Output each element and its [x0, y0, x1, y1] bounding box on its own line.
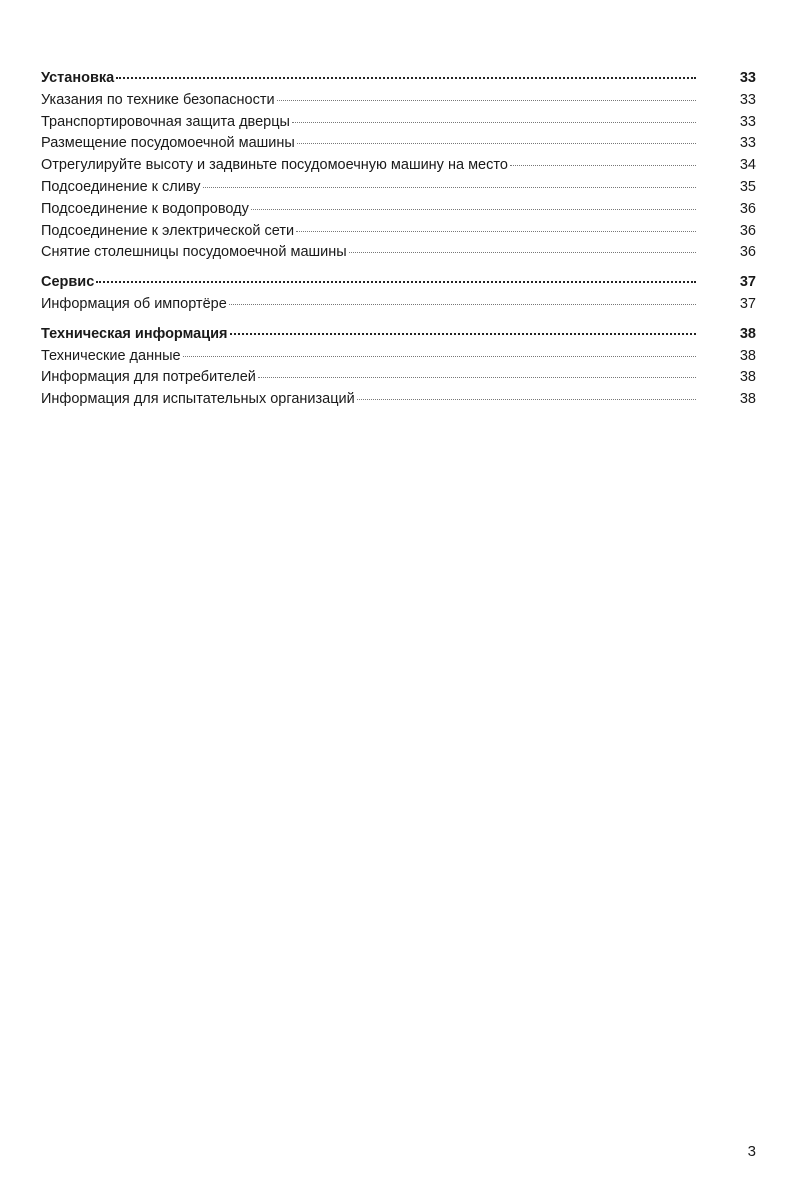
toc-entry[interactable] — [41, 294, 756, 316]
dot-leader — [96, 280, 696, 283]
toc-entry-page: 33 — [739, 91, 756, 108]
toc-entry[interactable] — [41, 242, 756, 264]
toc-entry[interactable] — [41, 177, 756, 199]
toc-entry-page: 33 — [739, 113, 756, 130]
dot-leader — [116, 76, 696, 79]
toc-entry-page: 35 — [739, 178, 756, 195]
toc-entry-title: Информация для потребителей — [41, 369, 256, 386]
toc-entry-title: Снятие столешницы посудомоечной машины — [41, 244, 347, 261]
toc-entry-page: 34 — [739, 157, 756, 174]
dot-leader — [357, 398, 696, 400]
dot-leader — [297, 142, 696, 144]
page-number: 3 — [747, 1143, 756, 1160]
toc-entry[interactable] — [41, 155, 756, 177]
toc-entry-title: Подсоединение к сливу — [41, 178, 201, 195]
dot-leader — [349, 251, 696, 253]
toc-entry-page: 38 — [739, 391, 756, 408]
dot-leader — [203, 186, 697, 188]
toc-entry[interactable] — [41, 199, 756, 221]
toc-section-service — [41, 272, 756, 316]
toc-entry[interactable] — [41, 389, 756, 411]
toc-entry[interactable] — [41, 112, 756, 134]
toc-entry-page: 38 — [739, 347, 756, 364]
toc-entry-title: Размещение посудомоечной машины — [41, 135, 295, 152]
dot-leader — [292, 121, 696, 123]
dot-leader — [251, 208, 696, 210]
dot-leader — [183, 355, 696, 357]
toc-entry[interactable] — [41, 221, 756, 243]
toc-heading-title: Сервис — [41, 274, 95, 291]
toc-entry-page: 36 — [739, 200, 756, 217]
toc-entry-page: 38 — [739, 369, 756, 386]
toc-entry-title: Информация об импортёре — [41, 295, 227, 312]
dot-leader — [258, 376, 696, 378]
toc-entry-title: Подсоединение к электрической сети — [41, 222, 295, 239]
toc-entry[interactable] — [41, 346, 756, 368]
toc-heading-page: 33 — [739, 70, 756, 86]
dot-leader — [296, 230, 696, 232]
toc-entry-title: Транспортировочная защита дверцы — [41, 113, 290, 130]
table-of-contents — [41, 68, 756, 419]
toc-entry-title: Указания по технике безопасности — [41, 91, 275, 108]
toc-entry[interactable] — [41, 90, 756, 112]
dot-leader — [277, 99, 696, 101]
toc-heading[interactable] — [41, 324, 756, 346]
toc-section-technical-info — [41, 324, 756, 411]
toc-entry[interactable] — [41, 133, 756, 155]
toc-entry-title: Подсоединение к водопроводу — [41, 200, 249, 217]
toc-heading[interactable] — [41, 68, 756, 90]
toc-entry-title: Отрегулируйте высоту и задвиньте посудомоечную машину на место — [41, 157, 508, 174]
toc-heading-title: Техническая информация — [41, 325, 228, 342]
toc-heading[interactable] — [41, 272, 756, 294]
toc-entry-title: Информация для испытательных организаций — [41, 391, 355, 408]
toc-heading-page: 37 — [739, 274, 756, 291]
toc-entry-page: 33 — [739, 135, 756, 152]
toc-entry-title: Технические данные — [41, 347, 181, 364]
toc-entry[interactable] — [41, 367, 756, 389]
toc-entry-page: 36 — [739, 244, 756, 261]
dot-leader — [510, 164, 696, 166]
toc-entry-page: 37 — [739, 295, 756, 312]
dot-leader — [229, 303, 696, 305]
toc-section-installation — [41, 68, 756, 264]
dot-leader — [230, 332, 697, 335]
toc-entry-page: 36 — [739, 222, 756, 239]
toc-heading-title: Установка — [41, 70, 115, 86]
toc-heading-page: 38 — [739, 325, 756, 342]
